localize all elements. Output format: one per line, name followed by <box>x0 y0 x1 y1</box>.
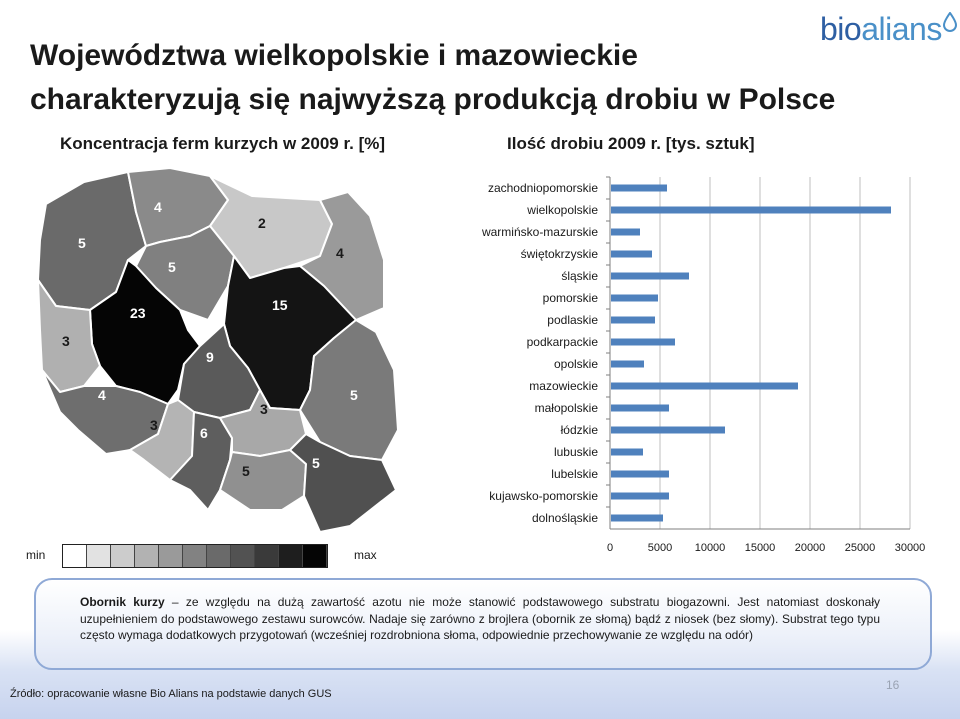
x-tick-label: 10000 <box>694 542 726 554</box>
water-drop-icon <box>943 12 957 32</box>
legend-cell <box>63 545 87 567</box>
bar-śląskie <box>611 273 689 280</box>
category-label: podlaskie <box>547 313 598 327</box>
category-label: warmińsko-mazurskie <box>481 225 598 239</box>
region-value-lubuskie: 3 <box>62 333 70 349</box>
category-label: mazowieckie <box>529 379 598 393</box>
bar-warmińsko-mazurskie <box>611 229 640 236</box>
category-label: świętokrzyskie <box>520 247 598 261</box>
region-value-opolskie: 3 <box>150 417 158 433</box>
legend-cell <box>111 545 135 567</box>
bar-kujawsko-pomorskie <box>611 493 669 500</box>
legend-cell <box>87 545 111 567</box>
region-value-małopolskie: 5 <box>242 463 250 479</box>
region-value-śląskie: 6 <box>200 425 208 441</box>
x-tick-label: 20000 <box>794 542 826 554</box>
category-label: śląskie <box>561 269 598 283</box>
region-value-podlaskie: 4 <box>336 245 344 261</box>
legend-cell <box>231 545 255 567</box>
category-label: wielkopolskie <box>527 203 598 217</box>
legend-cell <box>207 545 231 567</box>
region-value-wielkopolskie: 23 <box>130 305 146 321</box>
legend-min-label: min <box>26 548 46 562</box>
legend-scale <box>62 544 328 568</box>
bar-zachodniopomorskie <box>611 185 667 192</box>
map-legend <box>26 544 396 570</box>
category-label: zachodniopomorskie <box>487 181 598 195</box>
source-text: Źródło: opracowanie własne Bio Alians na podstawie danych GUS <box>10 688 332 700</box>
bar-wielkopolskie <box>611 207 891 214</box>
map-subtitle: Koncentracja ferm kurzych w 2009 r. [%] <box>60 134 386 153</box>
category-label: lubuskie <box>553 445 598 459</box>
category-label: pomorskie <box>542 291 598 305</box>
bar-mazowieckie <box>611 383 798 390</box>
legend-cell <box>135 545 159 567</box>
legend-cell <box>183 545 207 567</box>
note-bold: Obornik kurzy <box>80 595 165 609</box>
bar-podlaskie <box>611 317 655 324</box>
x-tick-label: 5000 <box>647 542 673 554</box>
x-tick-label: 25000 <box>844 542 876 554</box>
bar-pomorskie <box>611 295 658 302</box>
bioalians-logo: bioalians <box>820 12 957 46</box>
legend-cell <box>255 545 279 567</box>
x-tick-label: 15000 <box>744 542 776 554</box>
region-value-świętokrzyskie: 3 <box>260 401 268 417</box>
category-label: małopolskie <box>534 401 598 415</box>
bar-dolnośląskie <box>611 515 663 522</box>
legend-cell <box>279 545 303 567</box>
poultry-bar-chart <box>440 165 940 575</box>
x-tick-label: 30000 <box>894 542 926 554</box>
region-value-pomorskie: 4 <box>154 199 162 215</box>
bar-opolskie <box>611 361 644 368</box>
page-number: 16 <box>886 678 900 692</box>
note-body: – ze względu na dużą zawartość azotu nie może stanowić podstawowego substratu biogazowni. Jest natomiast doskonały uzupełnieniem do podstawowego zestawu surowców. Nadaje się zarówno z brojlera (obornik ze słomą) bądź z niosek (bez słomy). Substrat tego typu często wymaga dodatkowych przygotowań (wcześniej rozdrobniona słoma, odpowiednie przechowywanie ze względu na odór) <box>80 595 880 642</box>
category-label: łódzkie <box>560 423 598 437</box>
region-value-zachodniopomorskie: 5 <box>78 235 86 251</box>
legend-cell <box>303 545 327 567</box>
bar-podkarpackie <box>611 339 675 346</box>
bar-małopolskie <box>611 405 669 412</box>
category-label: opolskie <box>553 357 598 371</box>
legend-max-label: max <box>354 548 377 562</box>
bar-łódzkie <box>611 427 725 434</box>
category-label: podkarpackie <box>526 335 598 349</box>
bar-lubelskie <box>611 471 669 478</box>
region-value-podkarpackie: 5 <box>312 455 320 471</box>
x-tick-label: 0 <box>606 542 614 554</box>
note-text <box>80 594 880 644</box>
region-value-dolnośląskie: 4 <box>98 387 106 403</box>
poland-map <box>20 160 420 540</box>
category-label: kujawsko-pomorskie <box>489 489 598 503</box>
legend-cell <box>159 545 183 567</box>
bar-świętokrzyskie <box>611 251 652 258</box>
region-value-lubelskie: 5 <box>350 387 358 403</box>
note-box <box>34 578 932 670</box>
category-label: lubelskie <box>551 467 598 481</box>
region-małopolskie <box>220 450 306 510</box>
chart-title: Ilość drobiu 2009 r. [tys. sztuk] <box>507 134 755 153</box>
page-title: Województwa wielkopolskie i mazowieckie charakteryzują się najwyższą produkcją drobiu w Polsce <box>30 39 836 116</box>
region-value-kujawsko-pomorskie: 5 <box>168 259 176 275</box>
bar-lubuskie <box>611 449 643 456</box>
region-value-warmińsko-mazurskie: 2 <box>258 215 266 231</box>
region-value-mazowieckie: 15 <box>272 297 288 313</box>
category-label: dolnośląskie <box>531 511 598 525</box>
region-value-łódzkie: 9 <box>206 349 214 365</box>
